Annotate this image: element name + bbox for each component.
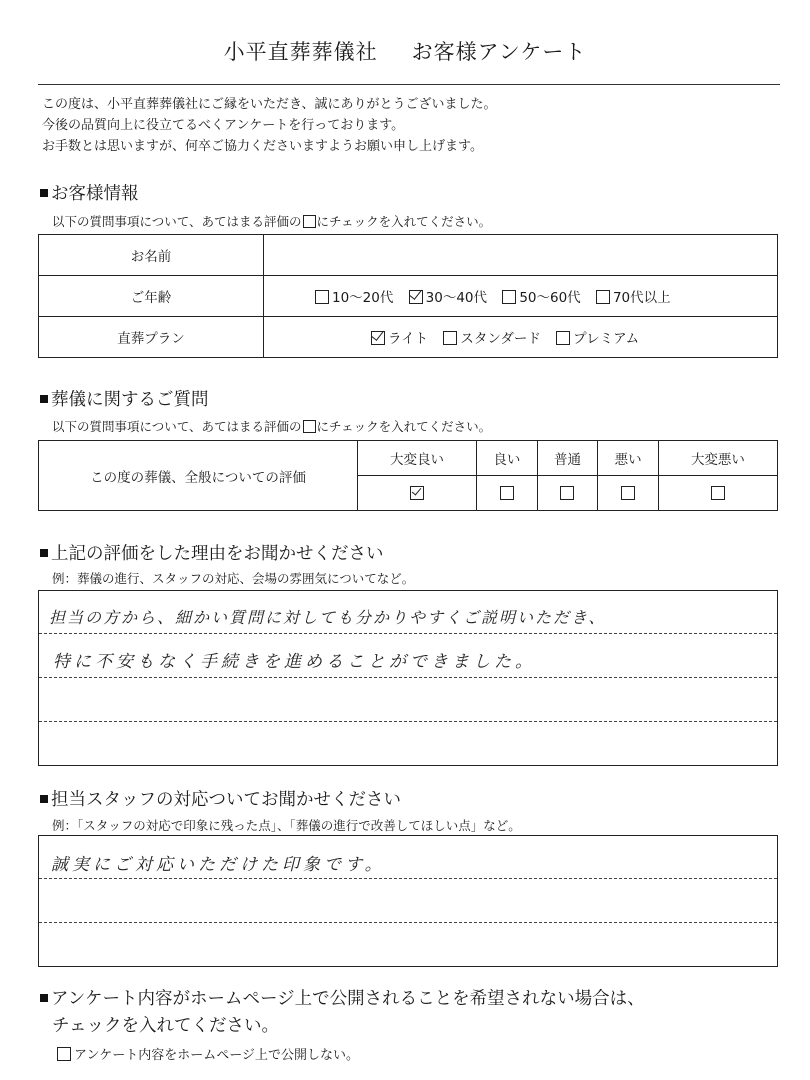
- checkbox-sample-icon: [303, 215, 316, 228]
- reason-answer-box[interactable]: [38, 590, 778, 766]
- publish-option: [56, 1044, 359, 1063]
- table-row: [39, 235, 778, 276]
- rating-header: 大変悪い: [658, 441, 777, 476]
- bullet-square-icon: [40, 189, 48, 197]
- rating-average-checkbox[interactable]: [560, 486, 574, 500]
- plan-light-checkbox[interactable]: [371, 331, 385, 345]
- do-not-publish-checkbox[interactable]: [57, 1047, 71, 1061]
- customer-info-heading: お客様情報: [40, 180, 139, 205]
- reason-heading: 上記の評価をした理由をお聞かせください: [40, 540, 384, 565]
- table-row: [39, 317, 778, 358]
- age-30-40-checkbox[interactable]: [409, 290, 423, 304]
- bullet-square-icon: [40, 994, 48, 1002]
- handwritten-answer-line: 誠実にご対応いただけた印象です。: [51, 855, 386, 875]
- staff-answer-box[interactable]: [38, 835, 778, 967]
- ruled-line: [39, 677, 777, 678]
- bullet-square-icon: [40, 395, 48, 403]
- plan-standard-checkbox[interactable]: [443, 331, 457, 345]
- plan-label: 直葬プラン: [39, 317, 264, 358]
- ruled-line: [39, 922, 777, 923]
- rating-very-good-checkbox[interactable]: [410, 486, 424, 500]
- age-label: ご年齢: [39, 276, 264, 317]
- rating-good-checkbox[interactable]: [500, 486, 514, 500]
- staff-heading: 担当スタッフの対応ついてお聞かせください: [40, 786, 401, 811]
- rating-table: [38, 440, 778, 511]
- ruled-line: [39, 878, 777, 879]
- funeral-questions-heading: 葬儀に関するご質問: [40, 386, 209, 411]
- rating-very-bad-checkbox[interactable]: [711, 486, 725, 500]
- survey-name: お客様アンケート: [411, 40, 587, 64]
- company-name: 小平直葬葬儀社: [223, 40, 378, 64]
- rating-header: 大変良い: [358, 441, 477, 476]
- do-not-publish-label: アンケート内容をホームページ上で公開しない。: [74, 1048, 359, 1063]
- survey-title: [0, 36, 810, 66]
- reason-example: 例：葬儀の進行、スタッフの対応、会場の雰囲気についてなど。: [52, 571, 415, 586]
- plan-options: ライト スタンダード プレミアム: [264, 317, 778, 358]
- publish-heading: アンケート内容がホームページ上で公開されることを希望されない場合は、 チェックを入れてください。: [40, 986, 645, 1040]
- ruled-line: [39, 633, 777, 634]
- intro-text: [42, 94, 496, 157]
- checkbox-sample-icon: [303, 420, 316, 433]
- name-label: お名前: [39, 235, 264, 276]
- age-10-20-checkbox[interactable]: [315, 290, 329, 304]
- ruled-line: [39, 721, 777, 722]
- table-row: [39, 441, 778, 476]
- funeral-questions-note: 以下の質問事項について、あてはまる評価の にチェックを入れてください。: [52, 419, 492, 434]
- rating-question: この度の葬儀、全般についての評価: [39, 441, 358, 511]
- handwritten-answer-line: 特に不安もなく手続きを進めることができました。: [53, 652, 536, 672]
- name-field[interactable]: [264, 235, 778, 276]
- age-options: 10～20代 30～40代 50～60代 70代以上: [264, 276, 778, 317]
- table-row: [39, 276, 778, 317]
- bullet-square-icon: [40, 795, 48, 803]
- age-70-plus-checkbox[interactable]: [596, 290, 610, 304]
- intro-line: お手数とは思いますが、何卒ご協力くださいますようお願い申し上げます。: [42, 139, 483, 154]
- bullet-square-icon: [40, 549, 48, 557]
- plan-premium-checkbox[interactable]: [556, 331, 570, 345]
- age-50-60-checkbox[interactable]: [502, 290, 516, 304]
- handwritten-answer-line: 担当の方から、細かい質問に対しても分かりやすくご説明いただき、: [49, 608, 607, 627]
- rating-bad-checkbox[interactable]: [621, 486, 635, 500]
- customer-info-table: [38, 234, 778, 358]
- intro-line: 今後の品質向上に役立てるべくアンケートを行っております。: [42, 118, 405, 133]
- rating-header: 良い: [477, 441, 538, 476]
- title-divider: [38, 84, 780, 85]
- rating-header: 普通: [537, 441, 598, 476]
- intro-line: この度は、小平直葬葬儀社にご縁をいただき、誠にありがとうございました。: [42, 97, 497, 112]
- customer-info-note: 以下の質問事項について、あてはまる評価の にチェックを入れてください。: [52, 214, 492, 229]
- staff-example: 例：「スタッフの対応で印象に残った点」、「葬儀の進行で改善してほしい点」など。: [52, 818, 521, 833]
- rating-header: 悪い: [598, 441, 659, 476]
